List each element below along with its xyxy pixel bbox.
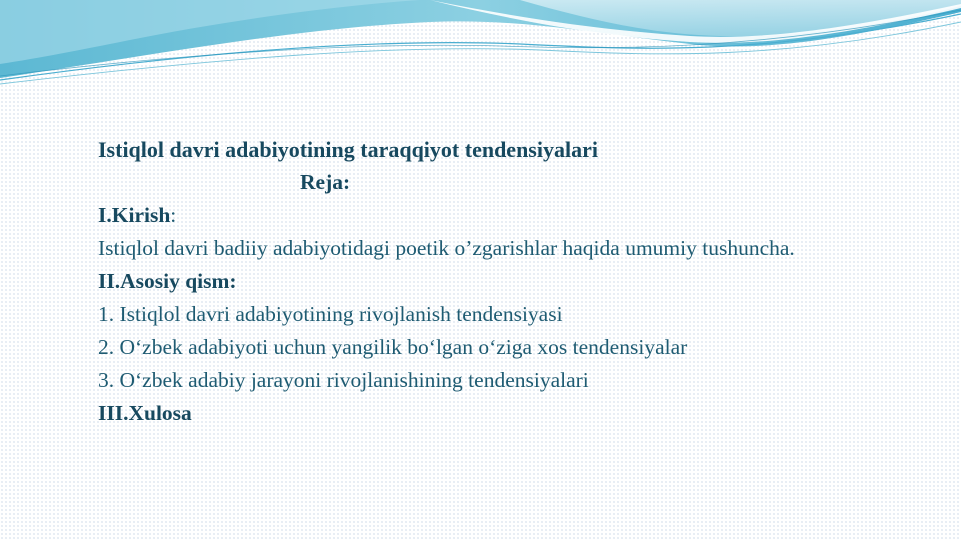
- intro-text: Istiqlol davri badiiy adabiyotidagi poetik o’zgarishlar haqida umumiy tushuncha.: [98, 236, 795, 260]
- main-heading: II.Asosiy qism:: [98, 269, 237, 293]
- header-wave-decoration: [0, 0, 961, 95]
- slide-content: [98, 133, 918, 430]
- main-item-1: 1. Istiqlol davri adabiyotining rivojlanish tendensiyasi: [98, 302, 563, 326]
- main-item-3: 3. O‘zbek adabiy jarayoni rivojlanishining tendensiyalari: [98, 368, 589, 392]
- intro-colon: :: [170, 203, 177, 227]
- main-item-2: 2. O‘zbek adabiyoti uchun yangilik bo‘lgan o‘ziga xos tendensiyalar: [98, 335, 688, 359]
- conclusion-heading: III.Xulosa: [98, 401, 192, 425]
- plan-label: Reja:: [300, 170, 351, 194]
- slide-title: Istiqlol davri adabiyotining taraqqiyot tendensiyalari: [98, 137, 598, 162]
- intro-heading-line: [98, 199, 918, 232]
- intro-heading: I.Kirish: [98, 203, 171, 227]
